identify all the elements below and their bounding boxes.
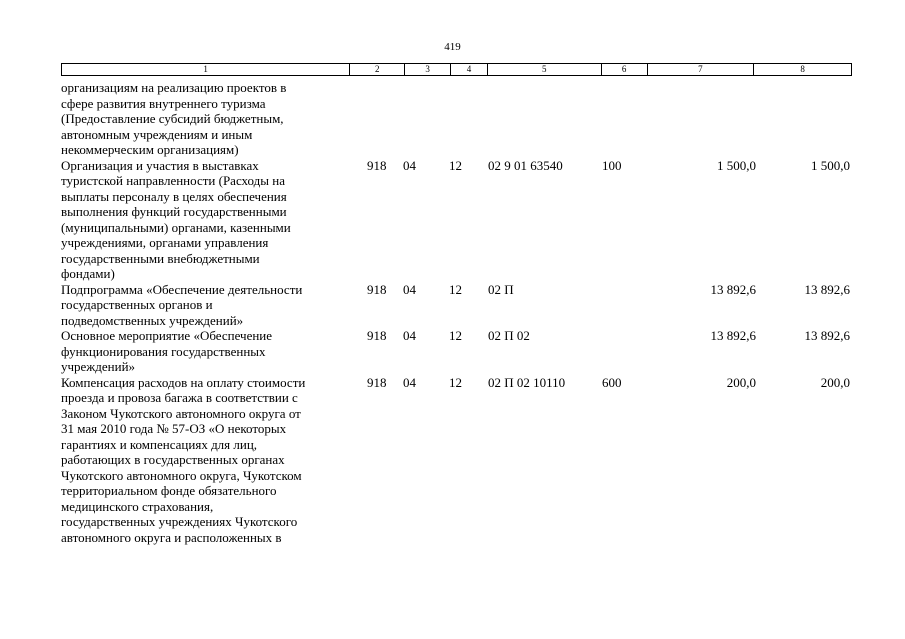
row-target: [478, 80, 590, 158]
row-section: 04: [403, 374, 416, 390]
row-type: [590, 282, 650, 329]
row-code: 918: [367, 328, 387, 343]
row-sum-1: 13 892,6: [710, 328, 756, 343]
row-sum-2: 1 500,0: [811, 157, 850, 173]
column-header-7: 7: [647, 64, 754, 75]
column-header-8: 8: [753, 64, 851, 75]
row-sum-2: 200,0: [820, 374, 850, 390]
row-code: 918: [367, 157, 387, 173]
row-subsection: [443, 80, 478, 158]
row-section: 04: [403, 157, 416, 173]
row-sum-1: 13 892,6: [710, 281, 756, 297]
column-header-4: 4: [450, 64, 487, 75]
row-subsection: 12: [449, 281, 462, 297]
row-section: 04: [403, 281, 416, 297]
column-header-2: 2: [349, 64, 404, 75]
row-section: [399, 80, 443, 158]
row-type: [590, 328, 650, 375]
row-code: 918: [367, 374, 387, 390]
row-target: 02 П 02 10110: [488, 374, 566, 390]
row-code: 918: [367, 281, 387, 297]
row-section: 04: [403, 328, 416, 343]
table-row: [61, 282, 852, 329]
row-sum-2: 13 892,6: [804, 328, 850, 343]
row-sum-2: [760, 80, 852, 158]
row-name: Основное мероприятие «Обеспечение функционирования государственных учреждений»: [61, 328, 273, 374]
column-header-3: 3: [404, 64, 450, 75]
row-type: [590, 80, 650, 158]
row-name: Подпрограмма «Обеспечение деятельности государственных органов и подведомственных учреждений»: [61, 281, 303, 328]
page-number: 419: [444, 41, 461, 53]
column-header-1: 1: [203, 64, 208, 74]
row-name: организациям на реализацию проектов в сфере развития внутреннего туризма (Предоставление субсидий бюджетным, автономным учреждениям и иным некоммерческим организациям): [61, 80, 287, 157]
row-target: 02 П: [488, 281, 514, 297]
row-target: 02 9 01 63540: [488, 157, 563, 173]
row-target: 02 П 02: [488, 328, 530, 343]
table-row: [61, 375, 852, 546]
row-type: 600: [602, 374, 622, 390]
table-row: [61, 158, 852, 282]
row-sum-1: [650, 80, 760, 158]
column-header-6: 6: [601, 64, 647, 75]
row-subsection: 12: [449, 374, 462, 390]
column-header-5: 5: [487, 64, 601, 75]
row-sum-1: 200,0: [726, 374, 756, 390]
row-name: Организация и участия в выставках туристской направленности (Расходы на выплаты персоналу в целях обеспечения выполнения функций государственными (муниципальными) органами, казенными учреждениями, органами управления государственными внебюджетными фондами): [61, 157, 291, 281]
table-header: [61, 63, 852, 76]
table-row: [61, 328, 852, 375]
row-subsection: 12: [449, 157, 462, 173]
row-type: 100: [602, 157, 622, 173]
budget-table-body: [61, 80, 852, 545]
row-name: Компенсация расходов на оплату стоимости проезда и провоза багажа в соответствии с Законом Чукотского автономного округа от 31 мая 2010 года № 57-ОЗ «О некоторых гарантиях и компенсациях для лиц, работающих в государственных органах Чукотского автономного округа, Чукотском территориальном фонде обязательного медицинского страхования, государственных учреждениях Чукотского автономного округа и расположенных в: [61, 374, 306, 545]
row-code: [361, 80, 399, 158]
table-row: [61, 80, 852, 158]
row-subsection: 12: [449, 328, 462, 343]
row-sum-1: 1 500,0: [717, 157, 756, 173]
row-sum-2: 13 892,6: [804, 281, 850, 297]
